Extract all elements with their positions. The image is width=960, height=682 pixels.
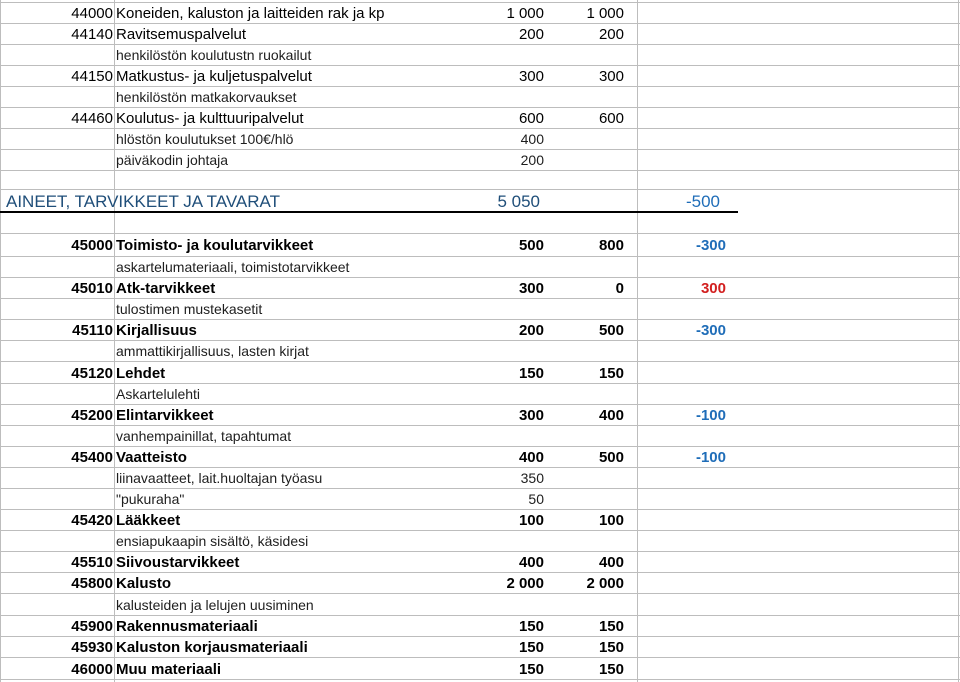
grid-line: [114, 0, 115, 682]
grid-line: [0, 298, 960, 299]
account-code: 45000: [71, 237, 113, 254]
change-value: -100: [695, 407, 726, 424]
account-name: Vaatteisto: [116, 449, 187, 466]
grid-line: [0, 319, 960, 320]
account-note: "pukuraha": [116, 491, 185, 507]
grid-line: [0, 2, 960, 3]
proposal-value: 500: [598, 449, 624, 466]
grid-line: [0, 488, 960, 489]
account-code: 45800: [71, 575, 113, 592]
proposal-value: 150: [598, 661, 624, 678]
proposal-value: 1 000: [586, 5, 624, 22]
grid-line: [0, 636, 960, 637]
account-code: 44000: [71, 5, 113, 22]
account-name: Muu materiaali: [116, 661, 222, 678]
account-note: vanhempainillat, tapahtumat: [116, 428, 292, 444]
account-code: 46000: [71, 661, 113, 678]
account-code: 44150: [71, 68, 113, 85]
grid-line: [0, 0, 1, 682]
account-name: Ravitsemuspalvelut: [116, 26, 247, 43]
account-note: kalusteiden ja lelujen uusiminen: [116, 597, 314, 613]
grid-line: [0, 615, 960, 616]
change-value: -300: [695, 322, 726, 339]
proposal-value: 400: [598, 407, 624, 424]
grid-line: [0, 128, 960, 129]
grid-line: [0, 657, 960, 658]
account-code: 45510: [71, 554, 113, 571]
account-name: Matkustus- ja kuljetuspalvelut: [116, 68, 312, 85]
grid-line: [0, 679, 960, 680]
change-value: 300: [700, 280, 726, 297]
grid-line: [0, 593, 960, 594]
account-code: 45200: [71, 407, 113, 424]
proposal-value: 2 000: [586, 575, 624, 592]
account-note: henkilöstön koulutustn ruokailut: [116, 47, 312, 63]
account-note: Askartelulehti: [116, 386, 201, 402]
account-note: askartelumateriaali, toimistotarvikkeet: [116, 259, 350, 275]
account-note: henkilöstön matkakorvaukset: [116, 89, 297, 105]
budget-value: 300: [518, 280, 544, 297]
section-title: AINEET, TARVIKKEET JA TAVARAT: [6, 192, 280, 211]
section-budget-total: 5 050: [497, 192, 540, 211]
budget-value: 150: [518, 365, 544, 382]
grid-line: [0, 383, 960, 384]
grid-line: [0, 340, 960, 341]
budget-value: 150: [518, 639, 544, 656]
account-code: 45400: [71, 449, 113, 466]
budget-value: 400: [518, 449, 544, 466]
grid-line: [0, 404, 960, 405]
budget-value: 200: [518, 26, 544, 43]
account-name: Elintarvikkeet: [116, 407, 214, 424]
note-value: 350: [520, 470, 544, 486]
grid-line: [0, 189, 960, 190]
budget-value: 150: [518, 618, 544, 635]
account-note: päiväkodin johtaja: [116, 152, 229, 168]
account-name: Koneiden, kaluston ja laitteiden rak ja kp: [116, 5, 385, 22]
grid-line: [0, 149, 960, 150]
account-note: ensiapukaapin sisältö, käsidesi: [116, 533, 309, 549]
account-name: Lehdet: [116, 365, 166, 382]
account-name: Atk-tarvikkeet: [116, 280, 216, 297]
grid-line: [0, 65, 960, 66]
proposal-value: 150: [598, 365, 624, 382]
change-value: -100: [695, 449, 726, 466]
account-note: liinavaatteet, lait.huoltajan työasu: [116, 470, 323, 486]
proposal-value: 0: [615, 280, 624, 297]
account-name: Kaluston korjausmateriaali: [116, 639, 308, 656]
budget-value: 300: [518, 68, 544, 85]
account-code: 45420: [71, 512, 113, 529]
grid-line: [0, 170, 960, 171]
grid-line: [0, 256, 960, 257]
account-code: 45010: [71, 280, 113, 297]
budget-value: 2 000: [506, 575, 544, 592]
account-name: Kalusto: [116, 575, 172, 592]
account-name: Koulutus- ja kulttuuripalvelut: [116, 110, 304, 127]
grid-line: [0, 446, 960, 447]
proposal-value: 500: [598, 322, 624, 339]
account-note: tulostimen mustekasetit: [116, 301, 263, 317]
budget-value: 400: [518, 554, 544, 571]
proposal-value: 300: [598, 68, 624, 85]
budget-value: 300: [518, 407, 544, 424]
account-name: Toimisto- ja koulutarvikkeet: [116, 237, 314, 254]
grid-line: [0, 467, 960, 468]
grid-line: [0, 509, 960, 510]
grid-line: [0, 44, 960, 45]
account-code: 45110: [72, 322, 113, 339]
proposal-value: 150: [598, 618, 624, 635]
account-code: 45120: [71, 365, 113, 382]
account-name: Lääkkeet: [116, 512, 181, 529]
proposal-value: 800: [598, 237, 624, 254]
account-code: 44140: [71, 26, 113, 43]
proposal-value: 100: [598, 512, 624, 529]
budget-value: 500: [518, 237, 544, 254]
proposal-value: 200: [598, 26, 624, 43]
budget-value: 1 000: [506, 5, 544, 22]
account-name: Siivoustarvikkeet: [116, 554, 240, 571]
grid-line: [637, 0, 638, 682]
section-change-total: -500: [685, 192, 720, 211]
grid-line: [0, 233, 960, 234]
grid-line: [0, 551, 960, 552]
account-note: ammattikirjallisuus, lasten kirjat: [116, 343, 309, 359]
grid-line: [0, 530, 960, 531]
budget-value: 600: [518, 110, 544, 127]
budget-value: 200: [518, 322, 544, 339]
note-value: 200: [520, 152, 544, 168]
grid-line: [0, 572, 960, 573]
proposal-value: 600: [598, 110, 624, 127]
note-value: 50: [528, 491, 544, 507]
grid-line: [0, 277, 960, 278]
section-underline: [0, 211, 738, 213]
grid-line: [0, 86, 960, 87]
grid-line: [958, 0, 959, 682]
proposal-value: 400: [598, 554, 624, 571]
grid-line: [0, 23, 960, 24]
grid-line: [0, 107, 960, 108]
proposal-value: 150: [598, 639, 624, 656]
account-name: Rakennusmateriaali: [116, 618, 258, 635]
budget-value: 150: [518, 661, 544, 678]
account-note: hlöstön koulutukset 100€/hlö: [116, 131, 294, 147]
account-code: 45930: [71, 639, 113, 656]
account-code: 44460: [71, 110, 113, 127]
account-code: 45900: [71, 618, 113, 635]
note-value: 400: [520, 131, 544, 147]
account-name: Kirjallisuus: [116, 322, 197, 339]
budget-value: 100: [518, 512, 544, 529]
grid-line: [0, 361, 960, 362]
grid-line: [0, 425, 960, 426]
change-value: -300: [695, 237, 726, 254]
